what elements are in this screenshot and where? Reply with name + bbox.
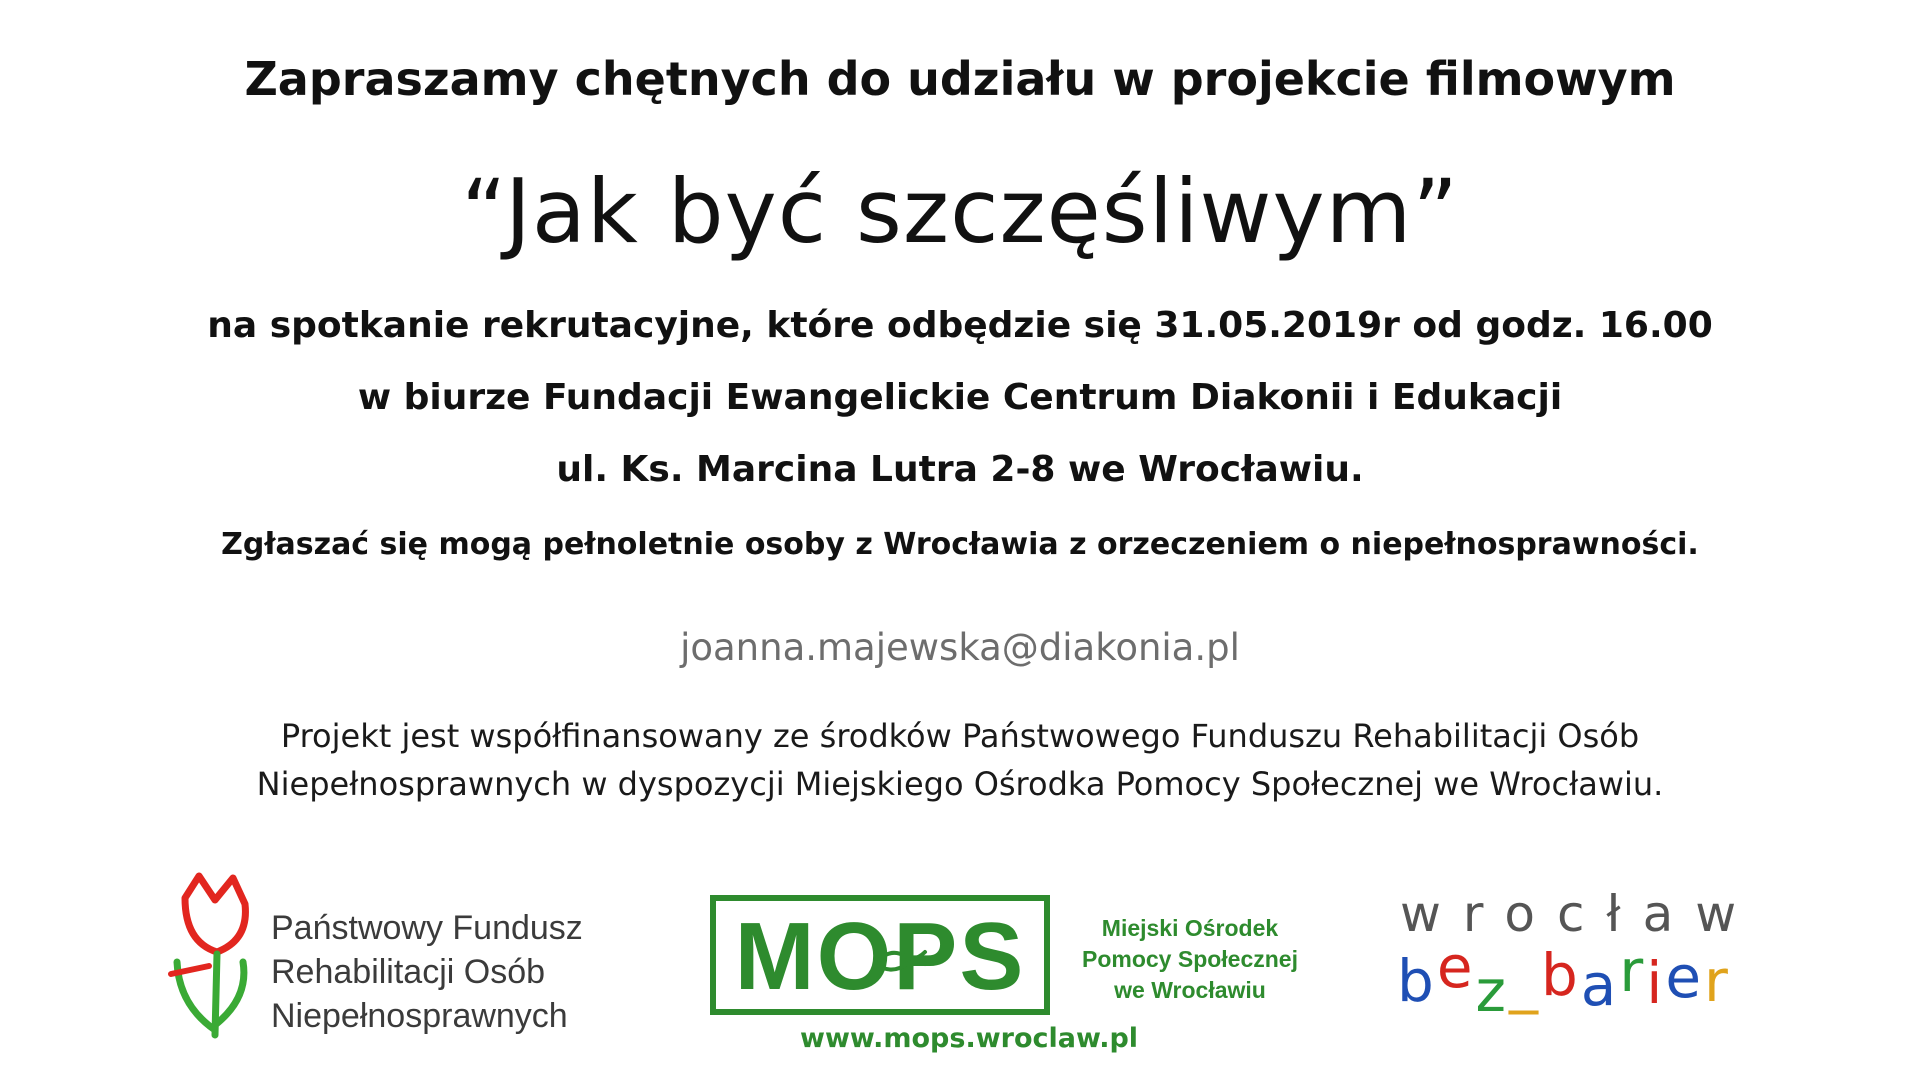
bez-barier-wordmark — [1397, 933, 1731, 1025]
mops-name-line-1: Miejski Ośrodek — [1101, 915, 1279, 941]
mops-website-link[interactable]: www.mops.wroclaw.pl — [800, 1023, 1139, 1054]
bez-barier-letter: r — [1619, 937, 1647, 1005]
mops-name-line-3: we Wrocławiu — [1114, 977, 1266, 1003]
tulip-icon — [165, 870, 265, 1040]
bez-barier-letter: z — [1475, 957, 1509, 1025]
bez-barier-letter: b — [1540, 941, 1581, 1009]
address-line: ul. Ks. Marcina Lutra 2-8 we Wrocławiu. — [556, 449, 1364, 490]
mops-logo — [710, 895, 1330, 1065]
pfron-logo — [165, 870, 625, 1040]
bez-barier-letter: i — [1646, 949, 1666, 1017]
intro-line: Zapraszamy chętnych do udziału w projekcie filmowym — [244, 52, 1676, 106]
meeting-line: na spotkanie rekrutacyjne, które odbędzie się 31.05.2019r od godz. 16.00 — [207, 305, 1713, 346]
pfron-name-line-2: Rehabilitacji Osób — [271, 953, 546, 991]
eligibility-line: Zgłaszać się mogą pełnoletnie osoby z Wrocławia z orzeczeniem o niepełnosprawności. — [221, 527, 1699, 562]
wroclaw-bez-barier-logo — [1395, 885, 1795, 1045]
mops-name-line-2: Pomocy Społecznej — [1081, 946, 1298, 972]
bez-barier-letter: e — [1436, 933, 1476, 1001]
funding-note-line-1: Projekt jest współfinansowany ze środków Państwowego Funduszu Rehabilitacji Osób — [280, 717, 1640, 755]
bez-barier-letter: r — [1704, 947, 1731, 1015]
place-line: w biurze Fundacji Ewangelickie Centrum Diakonii i Edukacji — [357, 377, 1563, 418]
bez-barier-letter: e — [1665, 943, 1705, 1011]
pfron-name-line-3: Niepełnosprawnych — [271, 997, 568, 1035]
funding-note-line-2: Niepełnosprawnych w dyspozycji Miejskiego Ośrodka Pomocy Społecznej we Wrocławiu. — [256, 765, 1664, 803]
bez-barier-letter: b — [1397, 947, 1437, 1015]
hands-icon — [875, 938, 929, 978]
pfron-name-line-1: Państwowy Fundusz — [271, 909, 583, 947]
wroclaw-wordmark: wrocław — [1400, 885, 1759, 943]
mops-wordmark: MOPS — [734, 903, 1026, 1010]
film-title: “Jak być szczęśliwym” — [461, 160, 1459, 263]
bez-barier-letter: _ — [1508, 947, 1541, 1015]
contact-email[interactable]: joanna.majewska@diakonia.pl — [680, 626, 1240, 669]
bez-barier-letter: a — [1580, 951, 1620, 1019]
